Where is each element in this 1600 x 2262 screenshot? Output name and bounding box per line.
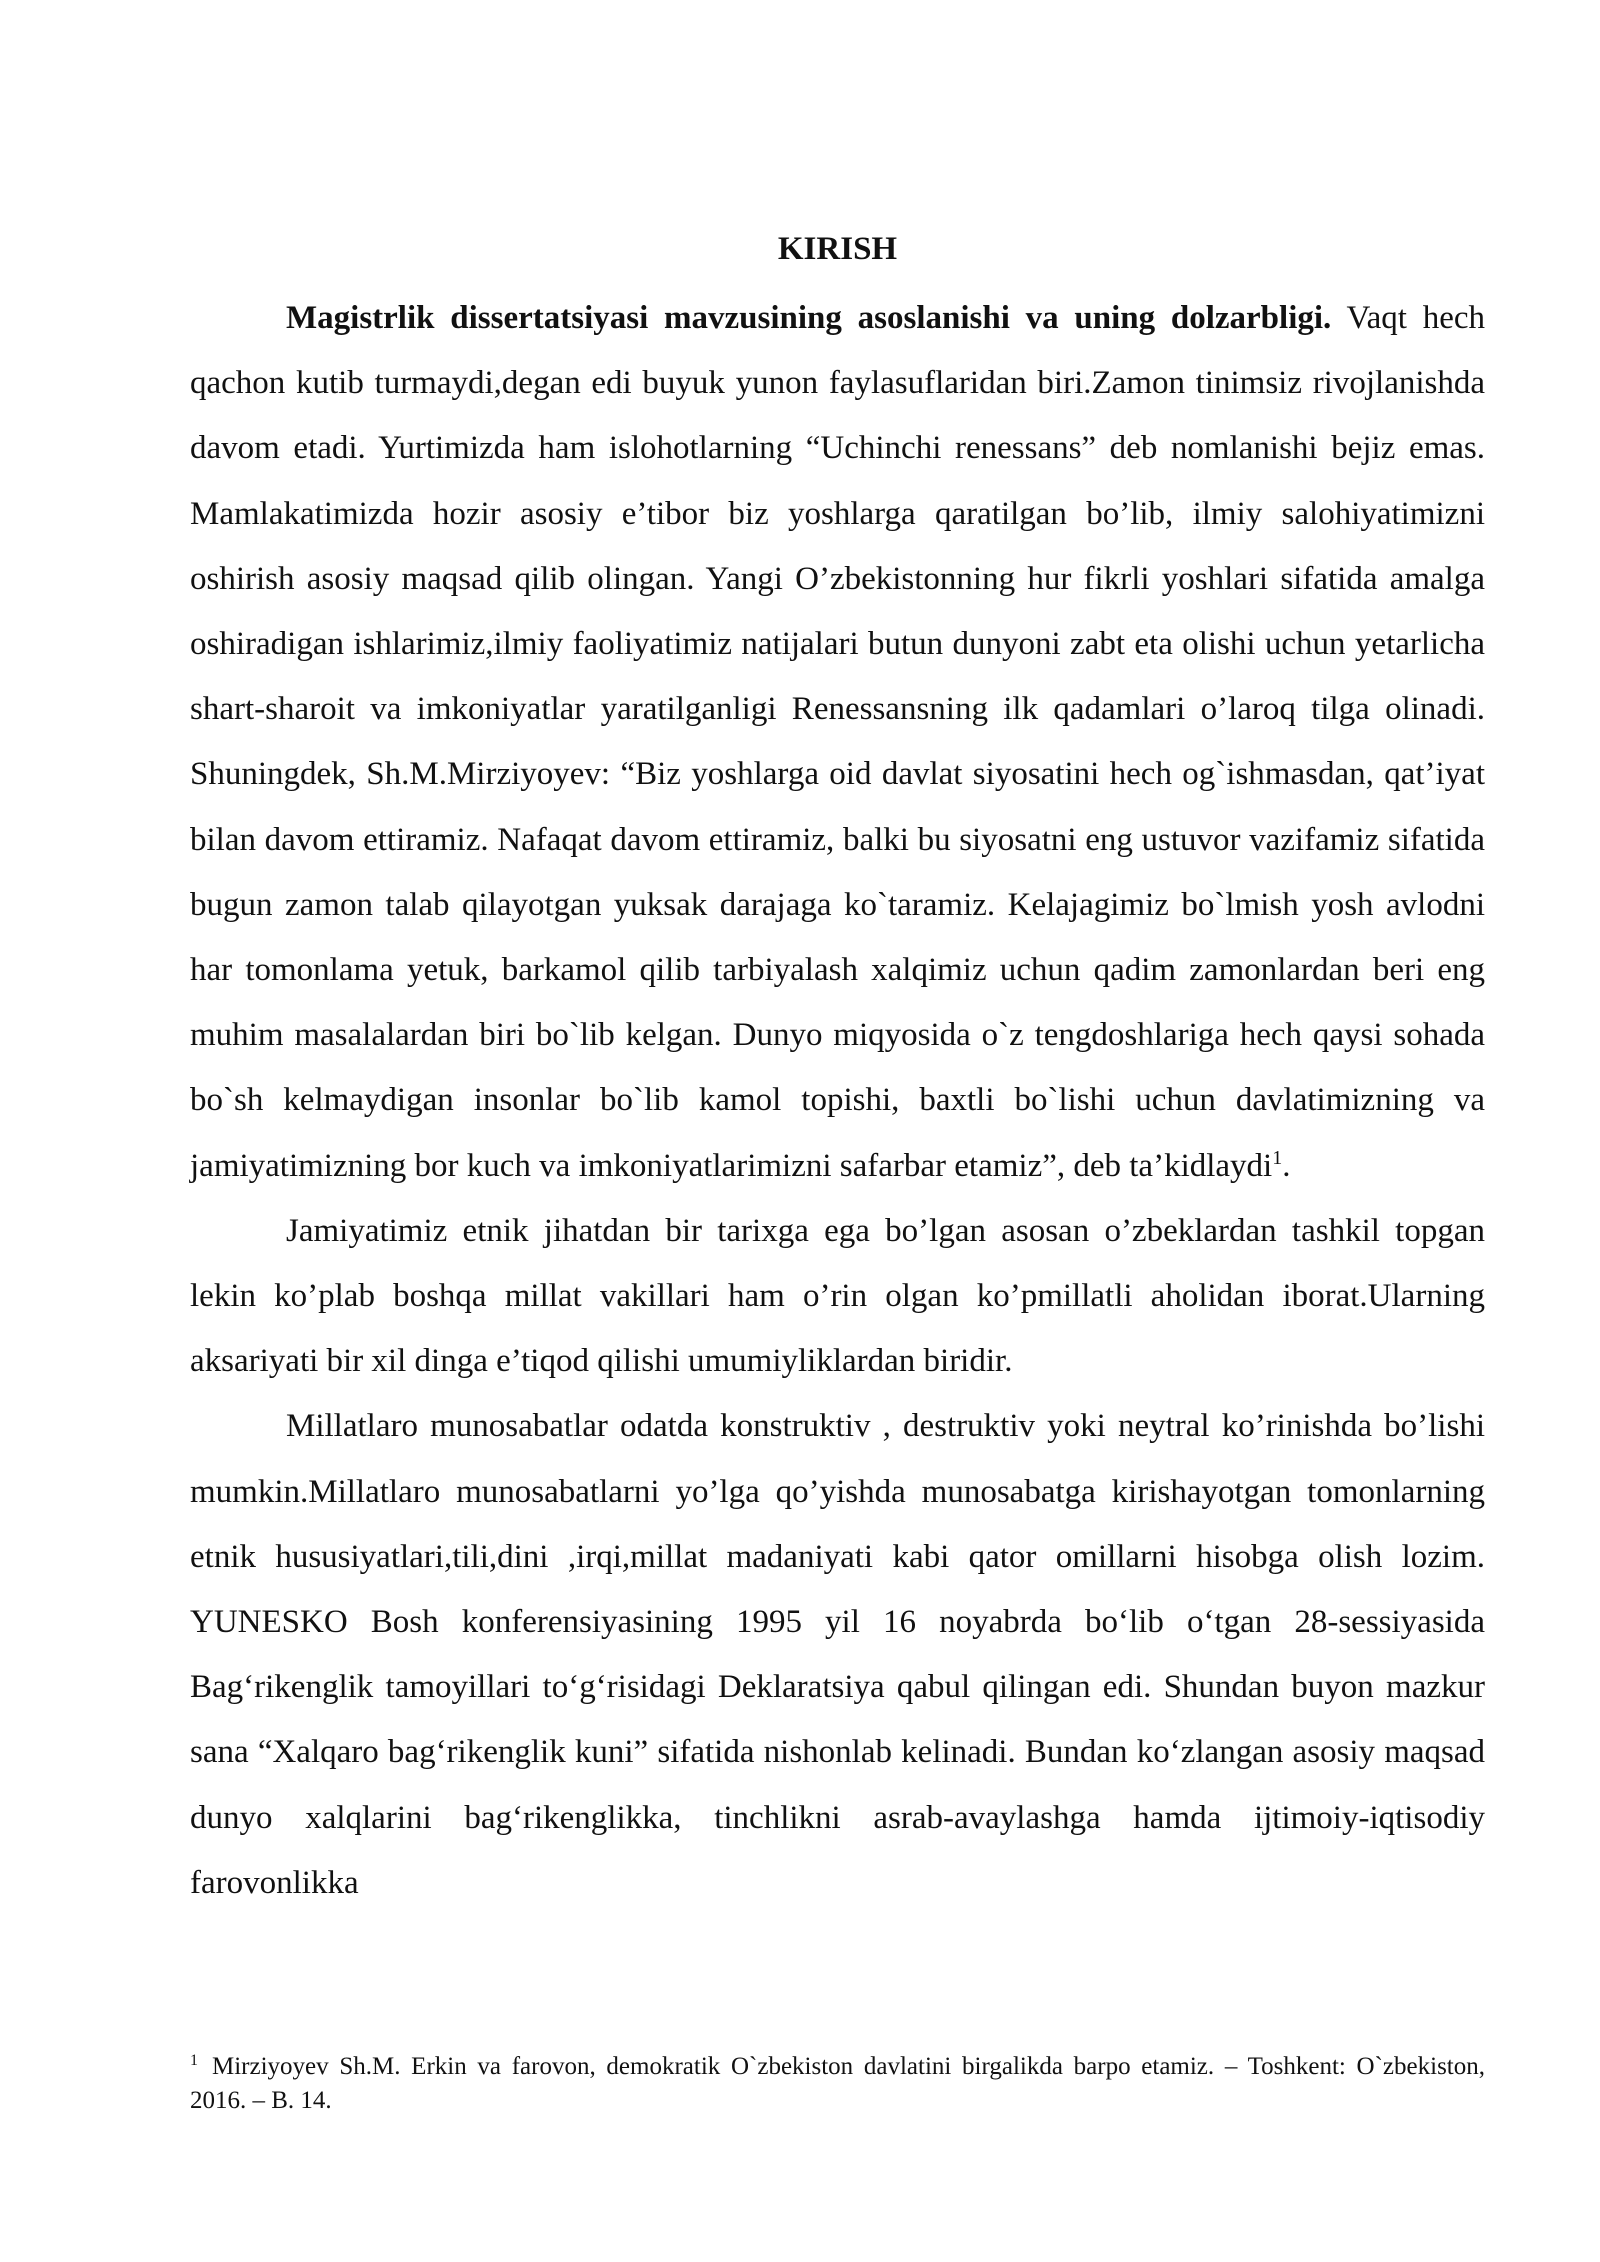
footnote-text: Mirziyoyev Sh.M. Erkin va farovon, demokratik O`zbekiston davlatini birgalikda barpo etamiz. – Toshkent: O`zbekiston, 2016. – B. 14. <box>190 2053 1485 2114</box>
footnote-reference[interactable]: 1 <box>1272 1146 1283 1169</box>
section-heading: KIRISH <box>777 231 898 267</box>
footnote <box>190 2050 1485 2118</box>
paragraph-1-end: . <box>1282 1147 1291 1184</box>
paragraph-2: Jamiyatimiz etnik jihatdan bir tarixga ega bo’lgan asosan o’zbeklardan tashkil topgan lekin ko’plab boshqa millat vakillari ham o’rin olgan ko’pmillatli aholidan iborat.Ularning aksariyati bir xil dinga e’tiqod qilishi umumiyliklardan biridir. <box>190 1212 1485 1380</box>
paragraph-1 <box>190 286 1485 1199</box>
paragraph-1-body: Vaqt hech qachon kutib turmaydi,degan edi buyuk yunon faylasuflaridan biri.Zamon tinimsiz rivojlanishda davom etadi. Yurtimizda ham islohotlarning “Uchinchi renessans” deb nomlanishi bejiz emas. Mamlakatimizda hozir asosiy e’tibor biz yoshlarga qaratilgan bo’lib, ilmiy salohiyatimizni oshirish asosiy maqsad qilib olingan. Yangi O’zbekistonning hur fikrli yoshlari sifatida amalga oshiradigan ishlarimiz,ilmiy faoliyatimiz natijalari butun dunyoni zabt eta olishi uchun yetarlicha shart-sharoit va imkoniyatlar yaratilganligi Renessansning ilk qadamlari o’laroq tilga olinadi. Shuningdek, Sh.M.Mirziyoyev: “Biz yoshlarga oid davlat siyosatini hech og`ishmasdan, qat’iyat bilan davom ettiramiz. Nafaqat davom ettiramiz, balki bu siyosatni eng ustuvor vazifamiz sifatida bugun zamon talab qilayotgan yuksak darajaga ko`taramiz. Kelajagimiz bo`lmish yosh avlodni har tomonlama yetuk, barkamol qilib tarbiyalash xalqimiz uchun qadim zamonlardan beri eng muhim masalalardan biri bo`lib kelgan. Dunyo miqyosida o`z tengdoshlariga hech qaysi sohada bo`sh kelmaydigan insonlar bo`lib kamol topishi, baxtli bo`lishi uchun davlatimizning va jamiyatimizning bor kuch va imkoniyatlarimizni safarbar etamiz”, deb ta’kidlaydi <box>190 300 1485 1184</box>
document-page <box>190 222 1485 1916</box>
paragraph-3: Millatlaro munosabatlar odatda konstruktiv , destruktiv yoki neytral ko’rinishda bo’lishi mumkin.Millatlaro munosabatlarni yo’lga qo’yishda munosabatga kirishayotgan tomonlarning etnik hususiyatlari,tili,dini ,irqi,millat madaniyati kabi qator omillarni hisobga olish lozim. YUNESKO Bosh konferensiyasining 1995 yil 16 noyabrda bo‘lib o‘tgan 28-sessiyasida Bag‘rikenglik tamoyillari to‘g‘risidagi Deklaratsiya qabul qilingan edi. Shundan buyon mazkur sana “Xalqaro bag‘rikenglik kuni” sifatida nishonlab kelinadi. Bundan ko‘zlangan asosiy maqsad dunyo xalqlarini bag‘rikenglikka, tinchlikni asrab-avaylashga hamda ijtimoiy-iqtisodiy farovonlikka <box>190 1408 1485 1901</box>
footnote-number: 1 <box>190 2051 198 2069</box>
paragraph-1-lead: Magistrlik dissertatsiyasi mavzusining asoslanishi va uning dolzarbligi. <box>286 300 1332 336</box>
